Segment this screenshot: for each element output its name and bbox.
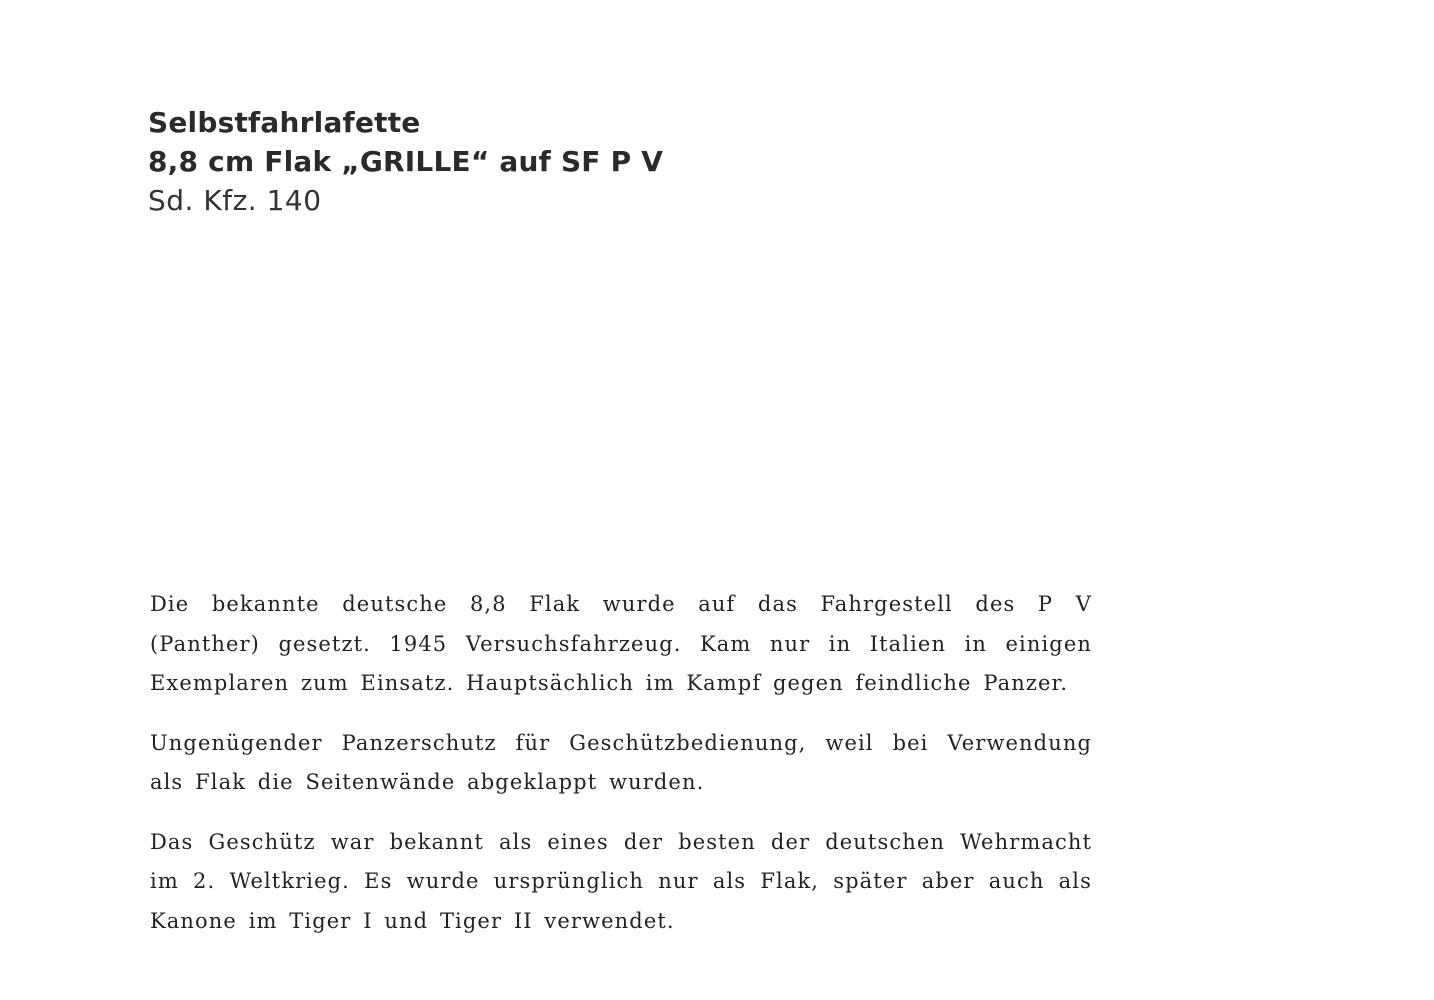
vehicle-category: Selbstfahrlafette bbox=[148, 106, 421, 139]
description-text bbox=[150, 585, 1092, 961]
paragraph-reputation: Das Geschütz war bekannt als eines der besten der deutschen Wehrmacht im 2. Weltkrieg. Es wurde ursprünglich nur als Flak, später aber auch als Kanone im Tiger I und Tiger II verwendet. bbox=[150, 829, 1092, 933]
vehicle-designation: Sd. Kfz. 140 bbox=[148, 184, 322, 217]
paragraph-history: Die bekannte deutsche 8,8 Flak wurde auf das Fahrgestell des P V (Panther) gesetzt. 1945 Versuchsfahrzeug. Kam nur in Italien in einigen Exemplaren zum Einsatz. Hauptsächlich im Kampf gegen feindliche Panzer. bbox=[150, 592, 1092, 695]
vehicle-title: 8,8 cm Flak „GRILLE“ auf SF P V bbox=[148, 145, 664, 178]
document-header bbox=[148, 103, 948, 220]
paragraph-armor: Ungenügender Panzerschutz für Geschützbedienung, weil bei Verwendung als Flak die Seitenwände abgeklappt wurden. bbox=[150, 730, 1092, 794]
